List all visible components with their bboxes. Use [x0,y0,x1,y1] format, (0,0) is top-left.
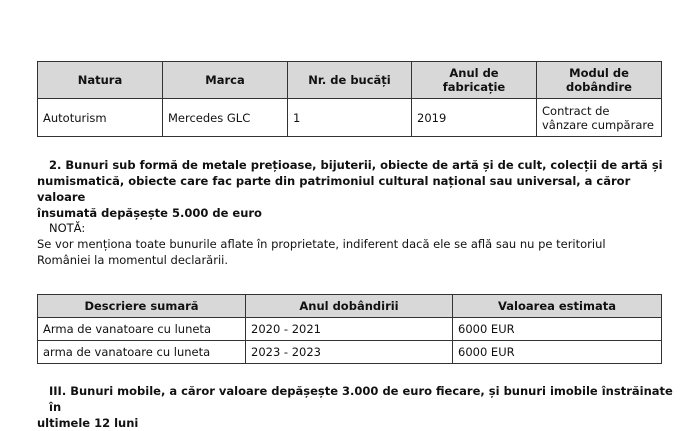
note-line-2: României la momentul declarării. [37,253,229,267]
col-marca: Marca [163,62,288,99]
col-valoarea: Valoarea estimata [453,295,662,318]
section-3-line-1: III. Bunuri mobile, a căror valoare depășește 3.000 de euro fiecare, și bunuri imobile înstrăinate în [49,384,673,414]
col-natura: Natura [38,62,163,99]
table-cell: Mercedes GLC [163,99,288,137]
table-cell: arma de vanatoare cu luneta [38,341,246,364]
table-cell: 2023 - 2023 [246,341,453,364]
table-cell: Autoturism [38,99,163,137]
table-cell: 2019 [412,99,537,137]
note-block [37,220,679,268]
section-2-line-3: însumată depășește 5.000 de euro [37,206,262,220]
col-modul-dobandire: Modul de dobândire [537,62,662,99]
col-anul-dobandirii: Anul dobândirii [246,295,453,318]
section-2-line-2: numismatică, obiecte care fac parte din patrimoniul cultural național sau universal, a căror valoare [37,174,631,204]
table-row [38,99,662,137]
section-2-heading [37,157,679,221]
table-cell: Contract de vânzare cumpărare [537,99,662,137]
section-2-line-1: 2. Bunuri sub formă de metale prețioase, bijuterii, obiecte de artă și de cult, colecții de artă și [49,158,663,172]
table-cell: 6000 EUR [453,341,662,364]
table-cell: 1 [288,99,412,137]
table-cell: 2020 - 2021 [246,318,453,341]
note-label: NOTĂ: [49,221,86,235]
note-line-1: Se vor menționa toate bunurile aflate în proprietate, indiferent dacă ele se află sau nu pe teritoriul [37,237,606,251]
section-3-line-2: ultimele 12 luni [37,416,139,430]
table-header-row [38,62,662,99]
table-cell: Arma de vanatoare cu luneta [38,318,246,341]
table-row [38,341,662,364]
col-anul-fabricatie: Anul de fabricație [412,62,537,99]
vehicles-table [37,61,662,137]
valuables-table [37,294,662,364]
col-descriere: Descriere sumară [38,295,246,318]
col-nr-bucati: Nr. de bucăți [288,62,412,99]
table-cell: 6000 EUR [453,318,662,341]
table-header-row [38,295,662,318]
table-row [38,318,662,341]
